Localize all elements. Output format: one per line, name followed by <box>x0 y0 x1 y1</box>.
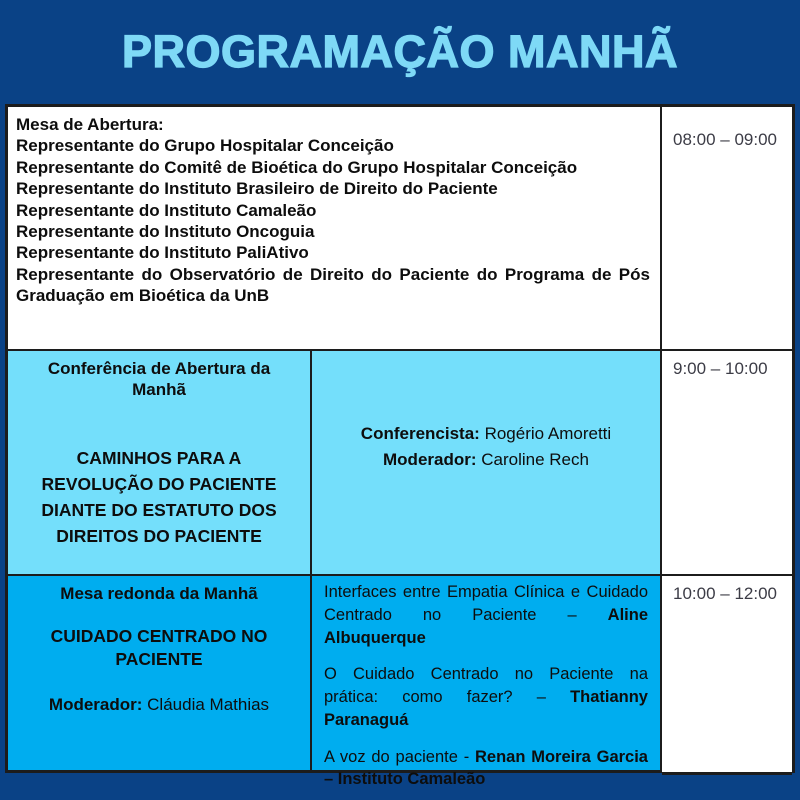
conference-speakers-cell <box>312 351 660 574</box>
participant-line: Representante do Instituto Camaleão <box>16 200 317 220</box>
time-cell-opening <box>662 107 792 349</box>
roundtable-title-cell <box>8 576 310 770</box>
conference-session-title: Conferência de Abertura da Manhã <box>47 359 271 400</box>
conference-session-subtitle: CAMINHOS PARA A REVOLUÇÃO DO PACIENTE DIANTE DO ESTATUTO DOS DIREITOS DO PACIENTE <box>41 447 277 547</box>
moderator-role: Moderador: <box>48 694 143 714</box>
participant-line: Representante do Comitê de Bioética do Grupo Hospitalar Conceição <box>16 157 578 177</box>
speaker-role: Conferencista: <box>360 424 480 443</box>
page-header <box>0 0 800 104</box>
talk-item <box>324 746 648 792</box>
participant-line: Representante do Instituto Oncoguia <box>16 222 315 242</box>
roundtable-session-title: Mesa redonda da Manhã <box>60 584 258 603</box>
roundtable-talks-cell <box>312 576 660 789</box>
moderator-line <box>18 695 300 715</box>
talk-speaker: Thatianny Paranaguá <box>324 688 648 729</box>
participant-line: Representante do Grupo Hospitalar Conceição <box>16 136 394 156</box>
talk-speaker: Renan Moreira Garcia – Instituto Camaleão <box>324 747 648 789</box>
moderator-name: Cláudia Mathias <box>147 694 270 714</box>
time-label: 9:00 – 10:00 <box>673 359 768 378</box>
speaker-name: Rogério Amoretti <box>484 424 612 443</box>
speaker-role: Moderador: <box>383 450 477 470</box>
talk-text: O Cuidado Centrado no Paciente na prática: como fazer? – <box>324 665 648 707</box>
opening-session-title: Mesa de Abertura: <box>16 115 164 134</box>
speaker-line <box>322 421 650 447</box>
time-cell-conference <box>662 351 792 574</box>
talk-text: A voz do paciente - <box>324 747 475 766</box>
time-label: 08:00 – 09:00 <box>673 130 777 149</box>
talk-item <box>324 663 648 731</box>
schedule-table <box>5 104 795 789</box>
participant-line: Representante do Instituto Brasileiro de Direito do Paciente <box>16 179 498 199</box>
participant-line: Representante do Instituto PaliAtivo <box>16 243 309 263</box>
conference-title-cell <box>8 351 310 574</box>
speaker-line <box>322 447 650 473</box>
talk-speaker: Aline Albuquerque <box>324 605 648 647</box>
opening-session-cell <box>8 107 660 349</box>
page-title: PROGRAMAÇÃO MANHÃ <box>122 26 678 77</box>
time-cell-roundtable <box>662 576 792 775</box>
roundtable-session-subtitle: CUIDADO CENTRADO NO PACIENTE <box>50 626 268 669</box>
participant-line: Representante do Observatório de Direito do Paciente do Programa de Pós Graduação em Bioética da UnB <box>16 264 650 306</box>
speaker-name: Caroline Rech <box>481 450 589 470</box>
talk-item <box>324 581 648 649</box>
time-label: 10:00 – 12:00 <box>673 584 777 603</box>
talk-text: Interfaces entre Empatia Clínica e Cuidado Centrado no Paciente – <box>324 583 648 624</box>
